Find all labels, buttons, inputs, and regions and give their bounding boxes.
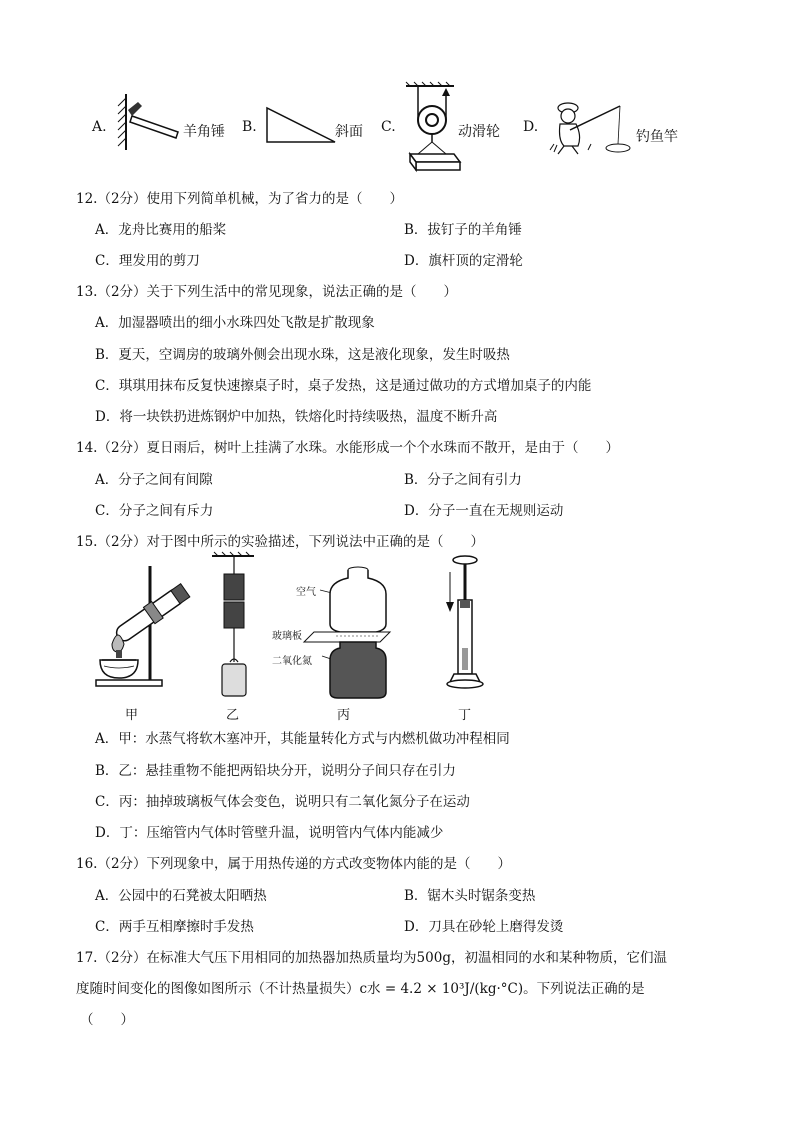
question-15-option-c: C．丙：抽掉玻璃板气体会变色，说明只有二氧化氮分子在运动: [95, 794, 470, 810]
movable-pulley-figure: [402, 82, 462, 176]
question-16-option-a: A．公园中的石凳被太阳晒热: [95, 888, 267, 904]
question-14-option-b: B．分子之间有引力: [404, 472, 522, 488]
question-15-stem: 15.（2分）对于图中所示的实验描述，下列说法中正确的是（ ）: [76, 534, 485, 550]
question-16-option-d: D．刀具在砂轮上磨得发烫: [404, 919, 564, 935]
question-17-line-2: 度随时间变化的图像如图所示（不计热量损失）c水 = 4.2 × 10³J/(kg·°C)。下列说法正确的是: [76, 981, 645, 997]
experiment-bing-caption: 丙: [337, 708, 351, 723]
incline-figure: [265, 106, 337, 146]
question-13-stem: 13.（2分）关于下列生活中的常见现象，说法正确的是（ ）: [76, 284, 458, 300]
experiment-ding-figure: [440, 552, 490, 692]
option-d-label: 钓鱼竿: [636, 129, 678, 145]
experiment-yi-figure: [208, 552, 258, 698]
fishing-rod-figure: [548, 100, 634, 158]
question-14-option-d: D．分子一直在无规则运动: [404, 503, 564, 519]
question-12-option-d: D．旗杆顶的定滑轮: [404, 253, 523, 269]
option-b-label: 斜面: [335, 124, 363, 140]
question-15-option-b: B．乙：悬挂重物不能把两铅块分开，说明分子间只存在引力: [95, 763, 456, 779]
label-nitrogen-dioxide: 二氧化氮: [272, 656, 312, 667]
question-14-stem: 14.（2分）夏日雨后，树叶上挂满了水珠。水能形成一个个水珠而不散开，是由于（ ）: [76, 440, 620, 456]
question-17-line-1: 17.（2分）在标准大气压下用相同的加热器加热质量均为500g，初温相同的水和某种物质，它们温: [76, 950, 667, 966]
question-16-option-b: B．锯木头时锯条变热: [404, 888, 536, 904]
option-a-letter: A.: [92, 119, 107, 135]
question-13-option-d: D．将一块铁扔进炼钢炉中加热，铁熔化时持续吸热，温度不断升高: [95, 409, 498, 425]
experiment-bing-figure: [300, 560, 400, 700]
question-12-option-c: C．理发用的剪刀: [95, 253, 200, 269]
option-b-letter: B.: [242, 119, 257, 135]
question-14-option-c: C．分子之间有斥力: [95, 503, 214, 519]
question-14-option-a: A．分子之间有间隙: [95, 472, 213, 488]
question-12-option-b: B．拔钉子的羊角锤: [404, 222, 522, 238]
question-16-stem: 16.（2分）下列现象中，属于用热传递的方式改变物体内能的是（ ）: [76, 856, 512, 872]
question-12-option-a: A．龙舟比赛用的船桨: [95, 222, 227, 238]
experiment-jia-caption: 甲: [125, 708, 139, 723]
label-glass-plate: 玻璃板: [272, 631, 302, 642]
question-16-option-c: C．两手互相摩擦时手发热: [95, 919, 254, 935]
option-c-letter: C.: [381, 119, 396, 135]
question-13-option-a: A．加湿器喷出的细小水珠四处飞散是扩散现象: [95, 315, 375, 331]
question-15-option-a: A．甲：水蒸气将软木塞冲开，其能量转化方式与内燃机做功冲程相同: [95, 731, 510, 747]
claw-hammer-figure: [112, 92, 182, 152]
question-13-option-c: C．琪琪用抹布反复快速擦桌子时，桌子发热，这是通过做功的方式增加桌子的内能: [95, 378, 592, 394]
experiment-yi-caption: 乙: [226, 708, 240, 723]
option-c-label: 动滑轮: [458, 124, 500, 140]
experiment-jia-figure: [92, 556, 202, 690]
option-d-letter: D.: [523, 119, 539, 135]
option-a-label: 羊角锤: [183, 124, 225, 140]
experiment-ding-caption: 丁: [458, 708, 472, 723]
label-air: 空气: [296, 587, 316, 598]
question-13-option-b: B．夏天，空调房的玻璃外侧会出现水珠，这是液化现象，发生时吸热: [95, 347, 510, 363]
question-12-stem: 12.（2分）使用下列简单机械，为了省力的是（ ）: [76, 191, 404, 207]
question-15-option-d: D．丁：压缩管内气体时管壁升温，说明管内气体内能减少: [95, 825, 444, 841]
question-17-line-3: （ ）: [80, 1012, 134, 1028]
